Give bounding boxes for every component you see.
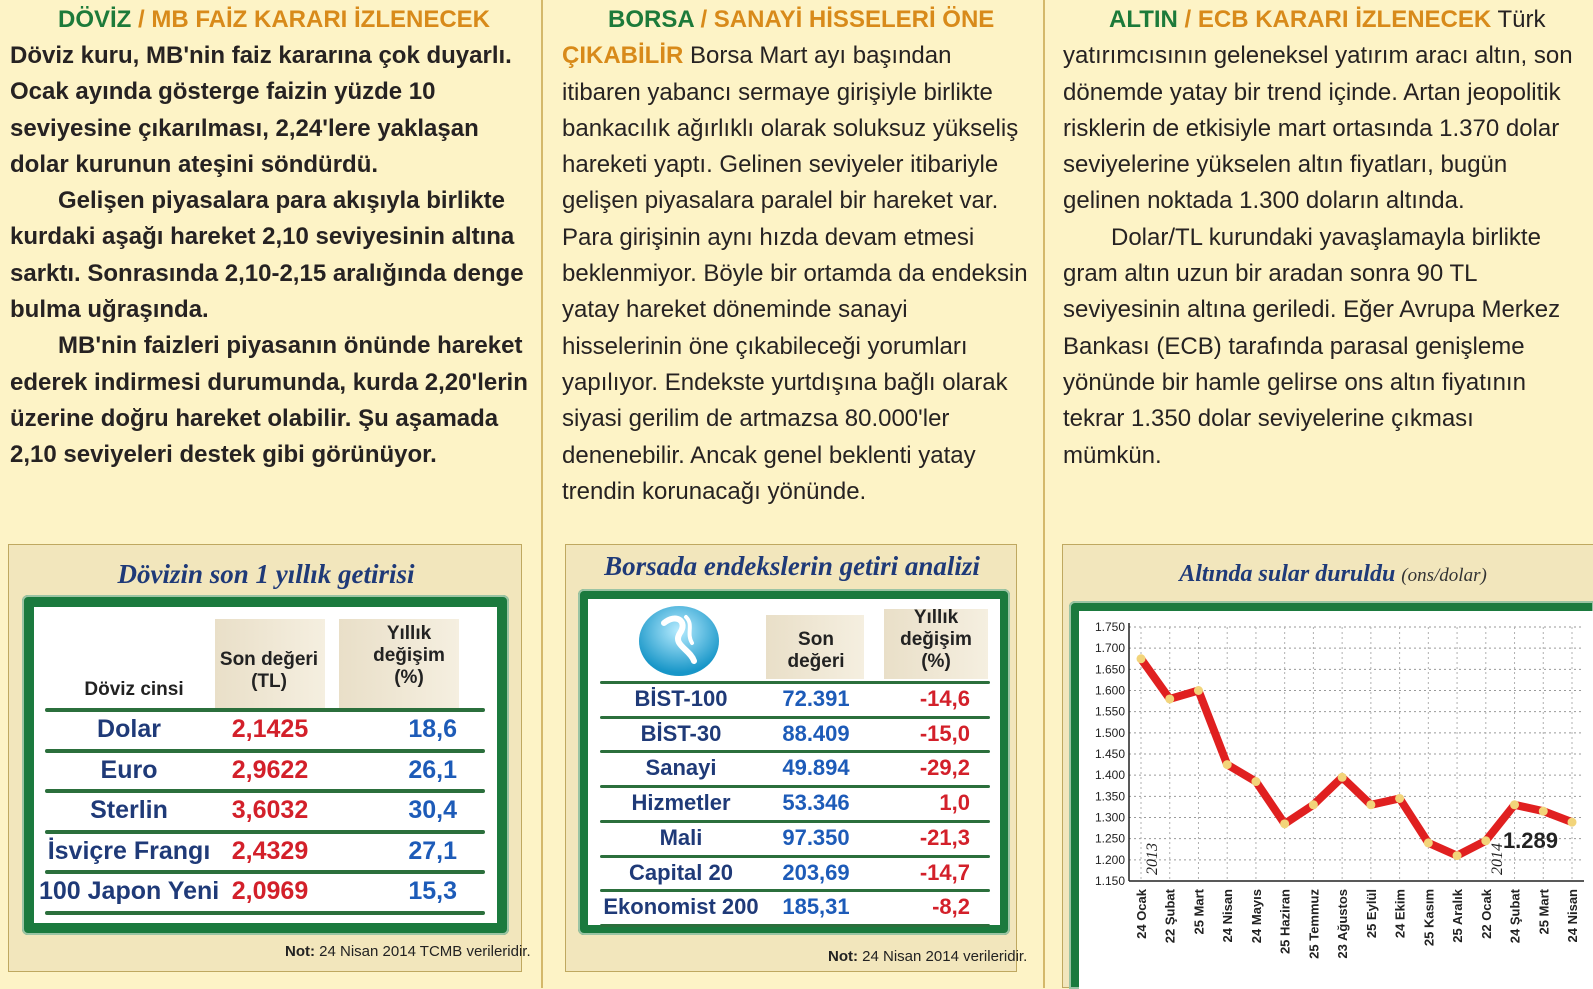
data-point [1223,760,1232,769]
x-tick-label: 24 Nisan [1565,889,1580,943]
data-point [1194,686,1203,695]
y-tick-label: 1.650 [1094,662,1125,677]
currency-change: 26,1 [408,755,457,784]
y-tick-label: 1.550 [1094,704,1125,719]
borsa-table-title: Borsada endekslerin getiri analizi [604,551,980,581]
index-name: BİST-100 [634,686,728,711]
index-change: 1,0 [939,790,970,816]
header-change: Yıllık değişim (%) [900,607,972,672]
doviz-heading [10,2,530,38]
y-tick-label: 1.450 [1094,747,1125,761]
altin-chart-box [1062,544,1593,988]
index-change: -21,3 [919,824,970,850]
table-row-separator [600,924,990,927]
x-tick-label: 24 Nisan [1220,889,1236,943]
borsa-heading-sub: / SANAYİ HİSSELERİ ÖNE ÇIKABİLİR [562,6,995,70]
index-name: Mali [659,824,703,850]
currency-change: 27,1 [408,836,457,865]
index-value: 53.346 [782,790,850,816]
data-point [1481,836,1490,845]
x-tick-label: 22 Ocak [1478,889,1494,939]
currency-change: 18,6 [408,715,457,743]
header-value: Son değeri [787,629,845,672]
currency-name: Euro [100,755,158,784]
x-tick-label: 23 Ağustos [1335,889,1351,959]
x-tick-label: 25 Aralık [1450,889,1466,943]
last-value-label: 1.289 [1502,828,1558,854]
x-tick-label: 25 Kasım [1421,889,1437,947]
altin-heading-main: ALTIN [1109,6,1178,33]
altin-article [1063,2,1573,474]
index-value: 203,69 [782,859,850,885]
doviz-paragraph: Döviz kuru, MB'nin faiz kararına çok duyarlı. Ocak ayında gösterge faizin yüzde 10 seviyesine çıkarılması, 2,24'lere yaklaşan dolar kurunun ateşini söndürdü. [10,42,512,178]
gold-price-chart [1079,611,1593,989]
doviz-article [10,2,530,474]
x-tick-label: 24 Mayıs [1248,889,1264,944]
y-tick-label: 1.250 [1094,831,1125,846]
doviz-table-note: Not: 24 Nisan 2014 TCMB verileridir. [285,943,531,960]
x-tick-label: 25 Haziran [1277,889,1293,955]
doviz-heading-main: DÖVİZ [58,6,132,33]
y-tick-label: 1.700 [1094,641,1125,656]
borsa-article [562,2,1032,510]
chart-title-line [1083,561,1583,588]
borsa-table-note: Not: 24 Nisan 2014 verileridir. [828,948,1028,965]
x-tick-label: 22 Şubat [1162,889,1178,944]
data-point [1251,777,1260,786]
data-point [1568,818,1577,827]
index-name: Capital 20 [629,859,733,885]
x-tick-label: 25 Mart [1191,889,1207,935]
currency-value: 2,1425 [231,715,309,743]
column-divider [541,0,543,988]
currency-change: 15,3 [408,877,457,905]
data-point [1137,654,1146,663]
currency-name: İsviçre Frangı [47,836,211,865]
altin-heading-sub: / ECB KARARI İZLENECEK [1177,6,1492,33]
gold-price-line [1141,659,1572,856]
index-change: -14,7 [919,859,970,885]
y-tick-label: 1.500 [1094,725,1125,740]
data-point [1424,838,1433,847]
borsa-paragraph: BORSA / SANAYİ HİSSELERİ ÖNE ÇIKABİLİR Borsa Mart ayı başından itibaren yabancı sermaye girişiyle birlikte bankacılık ağırlıklı olarak soluksuz yükseliş hareketi yaptı. Gelinen seviyeler itibariyle gelişen piyasalara paralel bir hareket var. Para girişinin aynı hızda devam etmesi beklenmiyor. Böyle bir ortamda da endeksin yatay hareket döneminde sanayi hisselerinin öne çıkabileceği yorumları yapılıyor. Endekste yurtdışına bağlı olarak siyasi gerilim de artmazsa 80.000'ler denenebilir. Ancak genel beklenti yatay trendin korunacağı yönünde. [562,6,1028,505]
header-value: Son değeri (TL) [219,649,319,692]
data-point [1366,800,1375,809]
data-point [1510,800,1519,809]
column-divider [1043,0,1045,988]
currency-value: 3,6032 [231,796,309,824]
chart-title: Altında sular duruldu [1179,561,1396,587]
data-point [1338,773,1347,782]
year-label: 2014 [1488,843,1506,875]
currency-name: Dolar [97,715,161,743]
header-currency: Döviz cinsi [84,679,184,700]
y-tick-label: 1.150 [1094,874,1125,888]
index-value: 88.409 [782,720,850,746]
altin-paragraph: Dolar/TL kurundaki yavaşlamayla birlikte gram altın uzun bir aradan sonra 90 TL seviyesinin altına geriledi. Eğer Avrupa Merkez Bankası (ECB) tarafında parasal genişleme yönünde bir hamle gelirse ons altın fiyatının tekrar 1.350 dolar seviyelerine çıkması mümkün. [1063,223,1561,469]
header-change: Yıllık değişim (%) [373,623,445,688]
currency-value: 2,9622 [231,755,309,784]
currency-name: Sterlin [90,796,168,824]
y-tick-label: 1.200 [1094,852,1125,867]
doviz-table-title: Dövizin son 1 yıllık getirisi [117,559,415,589]
currency-change: 30,4 [408,796,457,824]
y-tick-label: 1.350 [1094,789,1125,804]
x-tick-label: 25 Mart [1536,889,1552,935]
index-value: 49.894 [782,755,850,781]
doviz-paragraph: Gelişen piyasalara para akışıyla birlikte kurdaki aşağı hareket 2,10 seviyesinin altına sarktı. Sonrasında 2,10-2,15 aralığında denge bulma uğraşında. [10,187,524,324]
doviz-table-box [8,544,531,972]
index-name: Sanayi [645,755,717,781]
index-change: -14,6 [919,686,970,711]
index-change: -29,2 [919,755,970,781]
index-change: -8,2 [932,894,970,920]
index-value: 185,31 [782,894,850,920]
borsa-logo [636,603,722,679]
y-tick-label: 1.300 [1094,810,1125,825]
chart-subtitle: (ons/dolar) [1401,565,1487,586]
borsa-heading-main: BORSA [608,6,694,33]
x-tick-label: 24 Ocak [1134,889,1149,939]
x-tick-label: 25 Temmuz [1306,889,1322,959]
data-point [1309,800,1318,809]
data-point [1395,794,1404,803]
currency-value: 2,0969 [231,877,309,905]
y-tick-label: 1.750 [1094,620,1125,634]
data-point [1165,694,1174,703]
doviz-heading-sub: / MB FAİZ KARARI İZLENECEK [131,6,491,33]
x-tick-label: 24 Şubat [1507,889,1523,944]
data-point [1453,851,1462,860]
currency-name: 100 Japon Yeni [39,877,220,905]
index-change: -15,0 [919,720,970,746]
y-tick-label: 1.600 [1094,683,1125,698]
index-name: Hizmetler [631,790,731,816]
altin-paragraph: ALTIN / ECB KARARI İZLENECEK Türk yatırımcısının geleneksel yatırım aracı altın, son dönemde yatay bir trend içinde. Artan jeopolitik risklerin de etkisiyle mart ortasında 1.370 dolar seviyelerine yükselen altın fiyatları, bugün gelinen noktada 1.300 doların altında. [1063,6,1573,215]
year-label: 2013 [1144,843,1161,875]
doviz-paragraph: MB'nin faizleri piyasanın önünde hareket ederek indirmesi durumunda, kurda 2,20'lerin üzerine doğru hareket olabilir. Şu aşamada 2,10 seviyeleri destek gibi görünüyor. [10,332,528,469]
index-name: BİST-30 [640,720,722,746]
table-row-separator [45,911,485,915]
borsa-table-box [565,544,1028,972]
y-tick-label: 1.400 [1094,768,1125,783]
x-tick-label: 25 Eylül [1363,889,1379,939]
data-point [1539,807,1548,816]
x-tick-label: 24 Ekim [1392,889,1408,939]
currency-value: 2,4329 [231,836,309,865]
index-value: 72.391 [782,686,850,711]
index-name: Ekonomist 200 [603,894,759,920]
index-value: 97.350 [782,824,850,850]
data-point [1280,819,1289,828]
